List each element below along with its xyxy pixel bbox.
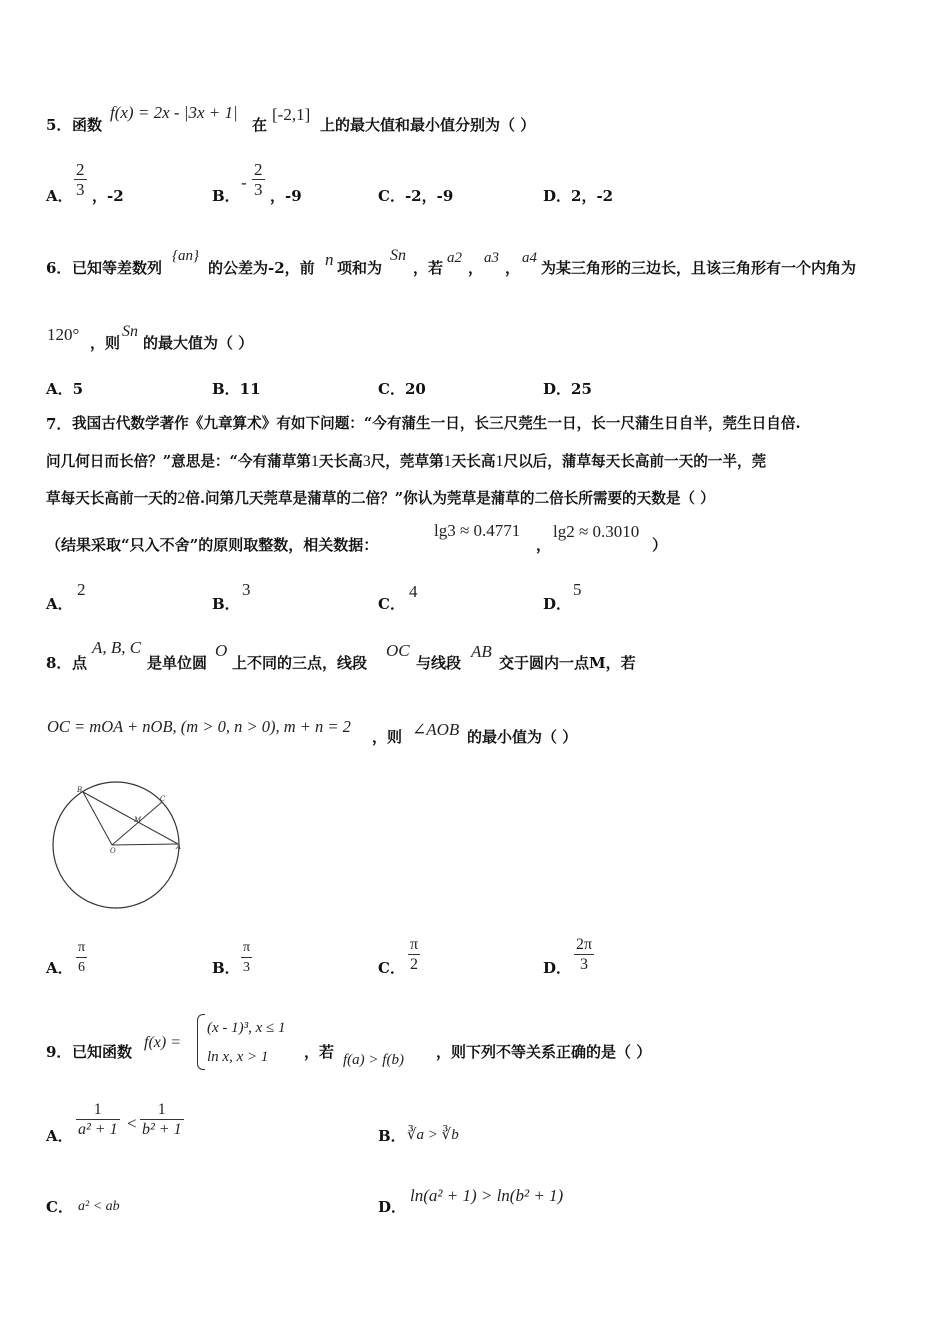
segment-oa — [112, 844, 178, 845]
q9-condition: f(a) > f(b) — [343, 1052, 404, 1068]
q7-line-2 — [46, 450, 766, 471]
q5-option-b-label: B． — [212, 187, 240, 205]
q8-option-a-label: A． — [46, 959, 73, 977]
q8-angle: ∠AOB — [412, 720, 460, 739]
q7-line-2e: 尺以后，蒲草每天长高前一天的一半，莞 — [503, 453, 767, 470]
q5-number: 5． — [46, 116, 72, 134]
q7-line-2c: 尺，莞草第 — [370, 453, 444, 470]
q7-comma: ， — [536, 536, 552, 554]
q7-line-2b: 天长高 — [318, 453, 363, 470]
q5-option-c: C．-2，-9 — [378, 187, 454, 205]
q6-comma-1: ， — [468, 259, 484, 277]
q6-sn-2: Sn — [122, 323, 138, 340]
q7-option-c-value: 4 — [409, 582, 418, 601]
q8-option-b-label: B． — [212, 959, 240, 977]
q6-text-5: 为某三角形的三边长，且该三角形有一个内角为 — [541, 259, 857, 277]
label-b: B — [77, 786, 83, 794]
q7-lg3: lg3 ≈ 0.4771 — [434, 521, 521, 540]
q8-points: A, B, C — [92, 638, 142, 657]
q6-text-4: ，若 — [413, 259, 444, 277]
q9-fx: f(x) = — [144, 1034, 181, 1051]
q7-line-3 — [46, 487, 715, 508]
q9-option-c-expression: a² < ab — [78, 1199, 120, 1214]
q8-text-3: 上不同的三点，线段 — [232, 654, 368, 672]
q9-brace — [197, 1014, 205, 1070]
q9-option-b-expression: ∛a > ∛b — [407, 1127, 459, 1143]
q5-option-a-tail: ，-2 — [92, 187, 124, 205]
q6-number: 6． — [46, 259, 72, 277]
q9-option-a-left-fraction: 1 a² + 1 — [78, 1101, 118, 1138]
q9-option-d-label: D． — [378, 1198, 407, 1216]
q6-a3: a3 — [484, 250, 499, 266]
q8-formula: OC = mOA + nOB, (m > 0, n > 0), m + n = 2 — [47, 717, 351, 736]
q9-option-a-label: A． — [46, 1127, 73, 1145]
q7-line-4: （结果采取“只入不舍”的原则取整数，相关数据： — [46, 536, 379, 554]
q5-option-b-fraction: 2 3 — [254, 160, 263, 199]
q6-sequence: {an} — [172, 248, 199, 264]
q7-option-a-value: 2 — [77, 580, 86, 599]
q9-option-a-less-than: < — [127, 1114, 137, 1133]
q9-case-1: (x - 1)³, x ≤ 1 — [207, 1020, 286, 1036]
q8-option-b-fraction: π 3 — [243, 940, 251, 975]
q7-option-d-value: 5 — [573, 580, 582, 599]
q6-option-b: B．11 — [212, 380, 261, 398]
q7-line-1: 我国古代数学著作《九章算术》有如下问题：“今有蒲生一日，长三尺莞生一日，长一尺蒲生日自半，莞生日自倍. — [72, 415, 801, 432]
q9-text-1: 已知函数 — [72, 1043, 133, 1061]
q6-sn: Sn — [390, 247, 406, 264]
q5-intro: 函数 — [72, 116, 103, 134]
label-c: C — [160, 795, 166, 803]
label-o: O — [110, 847, 116, 855]
q8-option-d-fraction: 2π 3 — [576, 936, 593, 973]
q7-line-2d: 天长高 — [451, 453, 496, 470]
q6-text-6: ，则 — [90, 334, 121, 352]
q7-number-3: 3 — [362, 453, 371, 470]
q8-oc: OC — [386, 641, 410, 660]
label-m: M — [134, 816, 142, 824]
q7-close-paren: ） — [652, 536, 668, 554]
q6-text-3: 项和为 — [337, 259, 383, 277]
label-a: A — [176, 843, 182, 851]
q6-a4: a4 — [522, 250, 537, 266]
q8-text-2: 是单位圆 — [147, 654, 208, 672]
q8-text-5: 交于圆内一点M，若 — [499, 654, 636, 672]
q5-option-b-tail: ，-9 — [270, 187, 302, 205]
q9-option-d-expression: ln(a² + 1) > ln(b² + 1) — [410, 1186, 564, 1205]
q8-text-6: ，则 — [372, 728, 403, 746]
q6-option-a: A．5 — [46, 380, 84, 398]
q7-number: 7． — [46, 415, 72, 433]
q7-option-b-label: B． — [212, 595, 240, 613]
q7-line-3a: 草每天长高前一天的 — [46, 490, 178, 507]
q7-number-1: 1 — [310, 453, 319, 470]
q6-a2: a2 — [447, 250, 462, 266]
q9-number: 9． — [46, 1043, 72, 1061]
q6-comma-2: ， — [505, 259, 521, 277]
q8-number: 8． — [46, 654, 72, 672]
q9-case-2: ln x, x > 1 — [207, 1049, 269, 1065]
q8-text-1: 点 — [72, 654, 88, 672]
q9-text-2: ，若 — [304, 1043, 335, 1061]
q5-option-b-sign: - — [241, 173, 247, 192]
q5-question-text: 上的最大值和最小值分别为（ ） — [320, 116, 536, 134]
q8-option-d-label: D． — [543, 959, 572, 977]
q7-number-1c: 1 — [495, 453, 504, 470]
q9-option-b-label: B． — [378, 1127, 406, 1145]
q5-option-d: D．2，-2 — [543, 187, 614, 205]
q7-option-d-label: D． — [543, 595, 572, 613]
q7-line-2a: 问几何日而长倍？”意思是：“今有蒲草第 — [46, 453, 311, 470]
q8-option-c-label: C． — [378, 959, 405, 977]
q6-option-d: D．25 — [543, 380, 592, 398]
q5-interval: [-2,1] — [272, 105, 311, 124]
q8-text-7: 的最小值为（ ） — [467, 728, 578, 746]
q7-number-1b: 1 — [443, 453, 452, 470]
q8-text-4: 与线段 — [416, 654, 462, 672]
q6-text-1: 已知等差数列 — [72, 259, 163, 277]
q7-option-c-label: C． — [378, 595, 405, 613]
q6-option-c: C．20 — [378, 380, 426, 398]
q8-o: O — [215, 641, 228, 660]
q5-in: 在 — [252, 116, 268, 134]
q6-text-7: 的最大值为（ ） — [143, 334, 254, 352]
q6-n: n — [325, 250, 334, 269]
q6-text-2: 的公差为-2，前 — [208, 259, 315, 277]
q5-option-a-label: A． — [46, 187, 73, 205]
q7-option-b-value: 3 — [242, 580, 251, 599]
q7-option-a-label: A． — [46, 595, 73, 613]
q5-option-a-fraction: 2 3 — [76, 160, 85, 199]
q6-angle: 120° — [47, 325, 80, 344]
q8-option-a-fraction: π 6 — [78, 940, 86, 975]
q9-text-3: ，则下列不等关系正确的是（ ） — [436, 1043, 652, 1061]
q8-option-c-fraction: π 2 — [410, 936, 419, 973]
q9-option-a-right-fraction: 1 b² + 1 — [142, 1101, 182, 1138]
q8-ab: AB — [471, 642, 492, 661]
q7-lg2: lg2 ≈ 0.3010 — [553, 522, 640, 541]
q7-line-3b: 倍.问第几天莞草是蒲草的二倍？”你认为莞草是蒲草的二倍长所需要的天数是（ ） — [185, 490, 715, 507]
q8-unit-circle-figure — [40, 770, 220, 915]
q7-number-2: 2 — [177, 490, 186, 507]
q9-option-c-label: C． — [46, 1198, 73, 1216]
q5-function: f(x) = 2x - |3x + 1| — [110, 103, 238, 122]
